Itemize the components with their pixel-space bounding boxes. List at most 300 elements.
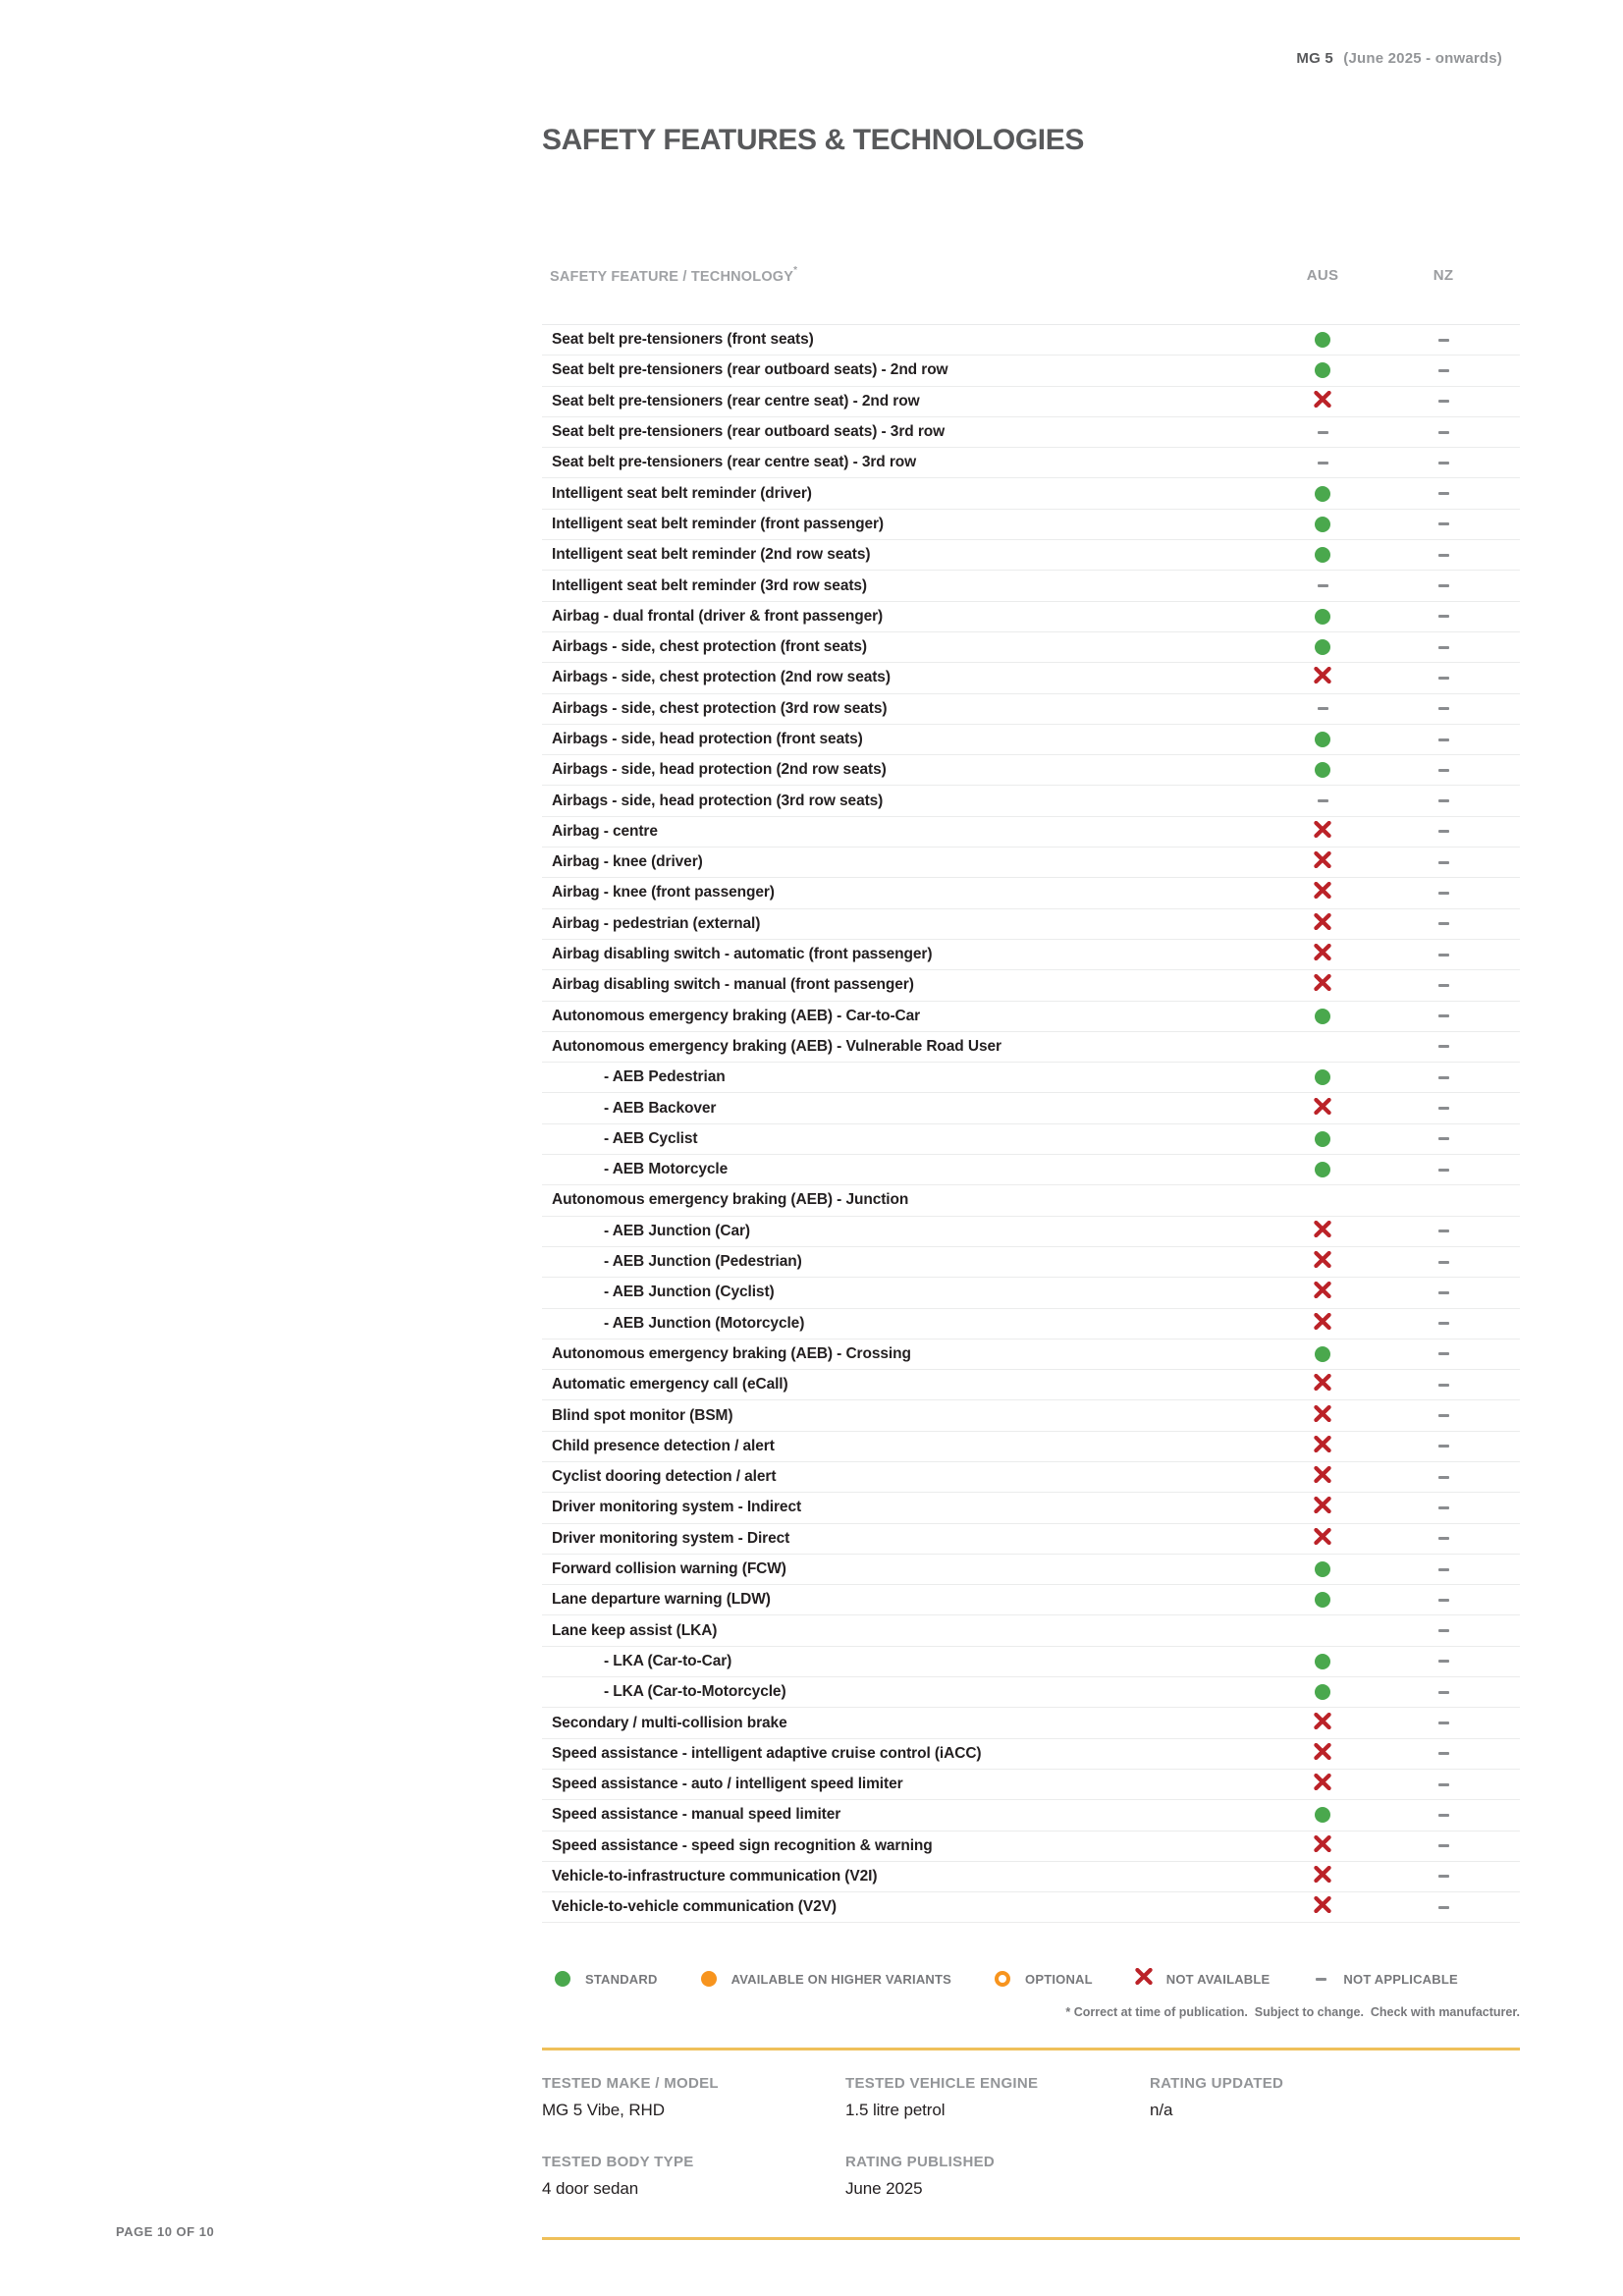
not-applicable-dash-icon (1438, 1107, 1449, 1110)
not-applicable-dash-icon (1438, 1230, 1449, 1232)
feature-label: Airbag - knee (front passenger) (552, 884, 775, 902)
feature-label: Intelligent seat belt reminder (driver) (552, 484, 812, 502)
table-row (542, 1278, 1520, 1308)
legend-symbol (699, 1971, 719, 1987)
not-available-cross-icon (1314, 1528, 1331, 1550)
standard-dot-icon (1315, 1807, 1330, 1823)
not-available-cross-icon (1314, 1743, 1331, 1765)
aus-cell (1273, 1896, 1372, 1918)
tested-detail-field (542, 2075, 845, 2120)
table-row (542, 1524, 1520, 1555)
aus-cell (1273, 974, 1372, 996)
not-applicable-dash-icon (1438, 1352, 1449, 1355)
detail-label: TESTED MAKE / MODEL (542, 2075, 719, 2092)
standard-dot-icon (1315, 762, 1330, 778)
table-row (542, 478, 1520, 509)
not-applicable-dash-icon (1438, 646, 1449, 649)
feature-label: - AEB Junction (Cyclist) (604, 1284, 775, 1301)
not-applicable-dash-icon (1438, 892, 1449, 895)
aus-cell (1273, 1346, 1372, 1362)
not-applicable-dash-icon (1438, 1414, 1449, 1417)
not-available-cross-icon (1314, 1221, 1331, 1242)
legend-symbol (553, 1971, 572, 1987)
nz-cell (1394, 769, 1492, 772)
aus-cell (1273, 913, 1372, 935)
aus-cell (1273, 1313, 1372, 1335)
legend-item (1134, 1968, 1271, 1990)
feature-label: - LKA (Car-to-Car) (604, 1652, 732, 1669)
legend-item (1311, 1972, 1457, 1987)
not-applicable-dash-icon (1438, 1506, 1449, 1509)
not-applicable-dash-icon (1318, 584, 1328, 587)
footnote-text: * Correct at time of publication. Subject to change. Check with manufacturer. (1065, 2005, 1520, 2019)
standard-dot-icon (1315, 1131, 1330, 1147)
feature-label: Intelligent seat belt reminder (2nd row seats) (552, 546, 871, 564)
not-applicable-dash-icon (1438, 1537, 1449, 1540)
table-row (542, 1370, 1520, 1400)
table-row (542, 1493, 1520, 1523)
table-row (542, 387, 1520, 417)
nz-cell (1394, 922, 1492, 925)
nz-cell (1394, 1352, 1492, 1355)
safety-feature-table (542, 324, 1520, 1923)
aus-cell (1273, 547, 1372, 563)
nz-cell (1394, 984, 1492, 987)
nz-cell (1394, 1107, 1492, 1110)
not-applicable-dash-icon (1438, 738, 1449, 741)
aus-cell (1273, 1866, 1372, 1887)
table-row (542, 970, 1520, 1001)
not-available-cross-icon (1314, 1405, 1331, 1427)
nz-cell (1394, 1137, 1492, 1140)
not-applicable-dash-icon (1438, 1660, 1449, 1663)
table-row (542, 1400, 1520, 1431)
aus-column-header: AUS (1306, 267, 1339, 285)
standard-dot-icon (1315, 517, 1330, 532)
nz-cell (1394, 1445, 1492, 1448)
nz-cell (1394, 1230, 1492, 1232)
nz-cell (1394, 522, 1492, 525)
table-row (542, 1002, 1520, 1032)
aus-cell (1273, 1282, 1372, 1303)
legend-item (699, 1971, 951, 1987)
aus-cell (1273, 1743, 1372, 1765)
aus-cell (1273, 1009, 1372, 1024)
table-row (542, 1862, 1520, 1892)
feature-label: Driver monitoring system - Indirect (552, 1499, 802, 1516)
feature-label: - LKA (Car-to-Motorcycle) (604, 1683, 786, 1701)
feature-label: Lane departure warning (LDW) (552, 1591, 771, 1609)
not-applicable-dash-icon (1438, 1629, 1449, 1632)
table-row (542, 1892, 1520, 1923)
not-available-cross-icon (1314, 974, 1331, 996)
nz-cell (1394, 554, 1492, 557)
aus-cell (1273, 1098, 1372, 1120)
not-available-cross-icon (1314, 1866, 1331, 1887)
standard-dot-icon (1315, 486, 1330, 502)
feature-label: Seat belt pre-tensioners (rear centre seat) - 3rd row (552, 454, 917, 471)
table-row (542, 1555, 1520, 1585)
table-row (542, 755, 1520, 786)
nz-cell (1394, 1722, 1492, 1724)
feature-label: - AEB Cyclist (604, 1129, 698, 1147)
nz-cell (1394, 1660, 1492, 1663)
nz-cell (1394, 400, 1492, 403)
feature-label: Intelligent seat belt reminder (3rd row seats) (552, 576, 867, 594)
table-row (542, 878, 1520, 908)
aus-cell (1273, 1405, 1372, 1427)
standard-dot-icon (1315, 1654, 1330, 1669)
aus-cell (1273, 517, 1372, 532)
table-row (542, 1770, 1520, 1800)
not-applicable-dash-icon (1438, 1599, 1449, 1602)
feature-label: Seat belt pre-tensioners (rear centre seat) - 2nd row (552, 392, 920, 410)
aus-cell (1273, 332, 1372, 348)
aus-cell (1273, 1497, 1372, 1518)
feature-label: Autonomous emergency braking (AEB) - Car-to-Car (552, 1007, 921, 1024)
not-applicable-dash-icon (1438, 1814, 1449, 1817)
detail-label: RATING UPDATED (1150, 2075, 1284, 2092)
feature-label: Airbags - side, head protection (3rd row seats) (552, 792, 884, 809)
not-applicable-dash-icon (1438, 799, 1449, 802)
nz-cell (1394, 1537, 1492, 1540)
nz-cell (1394, 1261, 1492, 1264)
standard-dot-icon (1315, 1684, 1330, 1700)
not-applicable-dash-icon (1438, 1291, 1449, 1294)
not-available-cross-icon (1314, 851, 1331, 873)
aus-cell (1273, 851, 1372, 873)
table-row (542, 1217, 1520, 1247)
document-header (1296, 50, 1502, 67)
not-available-cross-icon (1314, 821, 1331, 843)
nz-cell (1394, 1599, 1492, 1602)
table-row (542, 663, 1520, 693)
not-applicable-dash-icon (1318, 431, 1328, 434)
table-row (542, 510, 1520, 540)
feature-label: Airbags - side, chest protection (3rd row seats) (552, 699, 888, 717)
feature-label: Speed assistance - auto / intelligent speed limiter (552, 1776, 903, 1793)
feature-label: Seat belt pre-tensioners (rear outboard seats) - 3rd row (552, 423, 946, 441)
detail-value: 1.5 litre petrol (845, 2101, 946, 2119)
nz-cell (1394, 462, 1492, 465)
feature-label: Automatic emergency call (eCall) (552, 1376, 788, 1394)
not-applicable-dash-icon (1438, 1906, 1449, 1909)
feature-label: Seat belt pre-tensioners (rear outboard seats) - 2nd row (552, 361, 948, 379)
table-row (542, 1247, 1520, 1278)
not-applicable-dash-icon (1438, 1752, 1449, 1755)
not-applicable-dash-icon (1438, 707, 1449, 710)
feature-label: Autonomous emergency braking (AEB) - Junction (552, 1191, 909, 1209)
feature-label: Secondary / multi-collision brake (552, 1714, 787, 1731)
not-applicable-dash-icon (1438, 1875, 1449, 1878)
standard-dot-icon (1315, 1069, 1330, 1085)
nz-cell (1394, 892, 1492, 895)
aus-cell (1273, 1162, 1372, 1177)
aus-cell (1273, 1835, 1372, 1857)
feature-label: Airbags - side, head protection (front seats) (552, 731, 863, 747)
nz-cell (1394, 738, 1492, 741)
not-applicable-dash-icon (1318, 707, 1328, 710)
standard-dot-icon (1315, 547, 1330, 563)
aus-cell (1273, 1069, 1372, 1085)
table-row (542, 1831, 1520, 1862)
not-applicable-dash-icon (1438, 1844, 1449, 1847)
not-applicable-dash-icon (1438, 554, 1449, 557)
aus-cell (1273, 1592, 1372, 1608)
page-number: PAGE 10 OF 10 (116, 2224, 215, 2239)
not-applicable-dash-icon (1438, 984, 1449, 987)
table-row (542, 1432, 1520, 1462)
aus-cell (1273, 362, 1372, 378)
aus-cell (1273, 667, 1372, 688)
aus-cell (1273, 799, 1372, 802)
feature-label: Speed assistance - manual speed limiter (552, 1806, 841, 1824)
feature-label: Vehicle-to-vehicle communication (V2V) (552, 1898, 837, 1916)
feature-label: Vehicle-to-infrastructure communication (V2I) (552, 1867, 878, 1885)
higher-variants-dot-icon (701, 1971, 717, 1987)
table-row (542, 325, 1520, 355)
nz-cell (1394, 431, 1492, 434)
table-row (542, 1647, 1520, 1677)
not-applicable-dash-icon (1438, 1261, 1449, 1264)
not-available-cross-icon (1314, 1466, 1331, 1488)
aus-cell (1273, 707, 1372, 710)
table-row (542, 940, 1520, 970)
not-available-cross-icon (1314, 1896, 1331, 1918)
aus-cell (1273, 1774, 1372, 1795)
not-applicable-dash-icon (1438, 339, 1449, 342)
divider-rule-top (542, 2048, 1520, 2050)
nz-cell (1394, 830, 1492, 833)
not-applicable-dash-icon (1438, 830, 1449, 833)
model-period-label: (June 2025 - onwards) (1343, 50, 1502, 67)
legend-item (553, 1971, 658, 1987)
feature-label: Airbags - side, head protection (2nd row seats) (552, 761, 887, 779)
legend-symbol (993, 1971, 1012, 1987)
not-available-cross-icon (1314, 882, 1331, 903)
feature-label: Blind spot monitor (BSM) (552, 1406, 733, 1424)
nz-cell (1394, 1906, 1492, 1909)
table-row (542, 1032, 1520, 1063)
not-applicable-dash-icon (1438, 1014, 1449, 1017)
standard-dot-icon (1315, 362, 1330, 378)
feature-label: Airbag disabling switch - manual (front passenger) (552, 976, 914, 994)
not-applicable-dash-icon (1438, 400, 1449, 403)
aus-cell (1273, 462, 1372, 465)
table-row (542, 571, 1520, 601)
feature-label: - AEB Motorcycle (604, 1161, 729, 1178)
table-row (542, 448, 1520, 478)
table-row (542, 1155, 1520, 1185)
footnote-marker: * (793, 265, 798, 276)
aus-cell (1273, 1561, 1372, 1577)
not-applicable-dash-icon (1438, 1322, 1449, 1325)
table-row (542, 817, 1520, 847)
legend-label: AVAILABLE ON HIGHER VARIANTS (730, 1971, 952, 1987)
nz-cell (1394, 1291, 1492, 1294)
feature-label: Intelligent seat belt reminder (front passenger) (552, 515, 884, 532)
not-applicable-dash-icon (1438, 769, 1449, 772)
not-applicable-dash-icon (1438, 1722, 1449, 1724)
nz-cell (1394, 1875, 1492, 1878)
nz-cell (1394, 1045, 1492, 1048)
nz-cell (1394, 1783, 1492, 1786)
aus-cell (1273, 1466, 1372, 1488)
table-row (542, 1708, 1520, 1738)
nz-cell (1394, 1752, 1492, 1755)
aus-cell (1273, 609, 1372, 625)
feature-label: Driver monitoring system - Direct (552, 1529, 790, 1547)
aus-cell (1273, 584, 1372, 587)
aus-cell (1273, 639, 1372, 655)
optional-ring-icon (995, 1971, 1010, 1987)
not-applicable-dash-icon (1438, 1691, 1449, 1694)
not-applicable-dash-icon (1438, 677, 1449, 680)
not-available-cross-icon (1314, 1282, 1331, 1303)
feature-label: Child presence detection / alert (552, 1437, 775, 1454)
aus-cell (1273, 431, 1372, 434)
aus-cell (1273, 1654, 1372, 1669)
table-row (542, 1615, 1520, 1646)
not-available-cross-icon (1314, 913, 1331, 935)
nz-cell (1394, 1169, 1492, 1172)
table-column-header (542, 267, 1520, 285)
vehicle-model-label: MG 5 (1296, 50, 1333, 67)
not-applicable-dash-icon (1438, 1137, 1449, 1140)
standard-dot-icon (1315, 1162, 1330, 1177)
nz-cell (1394, 1844, 1492, 1847)
tested-vehicle-details (542, 2075, 1520, 2199)
table-row (542, 1124, 1520, 1155)
legend-symbol (1311, 1978, 1330, 1981)
aus-cell (1273, 882, 1372, 903)
not-applicable-dash-icon (1318, 462, 1328, 465)
table-row (542, 1309, 1520, 1339)
feature-label: Airbag - dual frontal (driver & front passenger) (552, 607, 884, 625)
table-row (542, 1677, 1520, 1708)
divider-rule-bottom (542, 2237, 1520, 2240)
aus-cell (1273, 486, 1372, 502)
nz-cell (1394, 707, 1492, 710)
not-applicable-dash-icon (1438, 1384, 1449, 1387)
feature-label: - AEB Pedestrian (604, 1068, 726, 1086)
table-row (542, 417, 1520, 448)
feature-label: Airbags - side, chest protection (2nd row seats) (552, 669, 891, 686)
detail-label: TESTED BODY TYPE (542, 2154, 694, 2170)
page-title: SAFETY FEATURES & TECHNOLOGIES (542, 124, 1084, 156)
feature-label: Cyclist dooring detection / alert (552, 1468, 777, 1486)
table-row (542, 632, 1520, 663)
aus-cell (1273, 1807, 1372, 1823)
feature-label: Speed assistance - speed sign recognition & warning (552, 1836, 933, 1854)
not-applicable-dash-icon (1438, 1476, 1449, 1479)
table-row (542, 355, 1520, 386)
aus-cell (1273, 944, 1372, 965)
detail-value: MG 5 Vibe, RHD (542, 2101, 665, 2119)
table-row (542, 540, 1520, 571)
aus-cell (1273, 1251, 1372, 1273)
legend-label: STANDARD (585, 1971, 658, 1987)
tested-detail-field (845, 2154, 1150, 2199)
not-applicable-dash-icon (1438, 954, 1449, 957)
legend-label: NOT AVAILABLE (1165, 1971, 1271, 1987)
tested-detail-field (1150, 2075, 1520, 2120)
not-applicable-dash-icon (1316, 1978, 1326, 1981)
not-applicable-dash-icon (1438, 522, 1449, 525)
not-available-cross-icon (1314, 391, 1331, 412)
nz-cell (1394, 1384, 1492, 1387)
feature-label: Airbag - pedestrian (external) (552, 914, 761, 932)
feature-column-header: SAFETY FEATURE / TECHNOLOGY* (550, 265, 798, 285)
not-applicable-dash-icon (1438, 584, 1449, 587)
table-row (542, 602, 1520, 632)
detail-value: 4 door sedan (542, 2179, 639, 2198)
aus-cell (1273, 762, 1372, 778)
not-available-cross-icon (1314, 667, 1331, 688)
not-applicable-dash-icon (1438, 492, 1449, 495)
nz-cell (1394, 1414, 1492, 1417)
not-available-cross-icon (1314, 1774, 1331, 1795)
aus-cell (1273, 1528, 1372, 1550)
table-row (542, 847, 1520, 878)
not-applicable-dash-icon (1438, 861, 1449, 864)
table-row (542, 1093, 1520, 1123)
not-available-cross-icon (1314, 1374, 1331, 1395)
aus-cell (1273, 1374, 1372, 1395)
aus-cell (1273, 1221, 1372, 1242)
tested-detail-field (845, 2075, 1150, 2120)
standard-dot-icon (555, 1971, 570, 1987)
feature-label: Lane keep assist (LKA) (552, 1621, 718, 1639)
legend-symbol (1134, 1968, 1154, 1990)
feature-label: - AEB Junction (Motorcycle) (604, 1314, 805, 1332)
table-row (542, 1739, 1520, 1770)
feature-label: Speed assistance - intelligent adaptive cruise control (iACC) (552, 1744, 982, 1762)
not-applicable-dash-icon (1438, 1169, 1449, 1172)
legend-item (993, 1971, 1093, 1987)
feature-label: Airbag - centre (552, 822, 658, 840)
feature-label: Seat belt pre-tensioners (front seats) (552, 331, 814, 349)
feature-label: Autonomous emergency braking (AEB) - Crossing (552, 1344, 911, 1362)
not-applicable-dash-icon (1438, 462, 1449, 465)
nz-cell (1394, 1322, 1492, 1325)
aus-cell (1273, 1436, 1372, 1457)
nz-cell (1394, 799, 1492, 802)
standard-dot-icon (1315, 332, 1330, 348)
detail-value: June 2025 (845, 2179, 923, 2198)
nz-cell (1394, 1691, 1492, 1694)
not-applicable-dash-icon (1438, 431, 1449, 434)
detail-label: TESTED VEHICLE ENGINE (845, 2075, 1039, 2092)
table-row (542, 725, 1520, 755)
table-row (542, 1585, 1520, 1615)
symbol-legend (542, 1968, 1520, 1990)
nz-cell (1394, 954, 1492, 957)
not-applicable-dash-icon (1438, 369, 1449, 372)
standard-dot-icon (1315, 1592, 1330, 1608)
nz-cell (1394, 677, 1492, 680)
table-row (542, 786, 1520, 816)
not-applicable-dash-icon (1438, 1445, 1449, 1448)
nz-cell (1394, 1506, 1492, 1509)
nz-cell (1394, 646, 1492, 649)
not-available-cross-icon (1314, 1436, 1331, 1457)
aus-cell (1273, 1713, 1372, 1734)
nz-column-header: NZ (1433, 267, 1454, 285)
legend-label: NOT APPLICABLE (1343, 1971, 1458, 1987)
not-available-cross-icon (1135, 1968, 1153, 1990)
nz-cell (1394, 1629, 1492, 1632)
